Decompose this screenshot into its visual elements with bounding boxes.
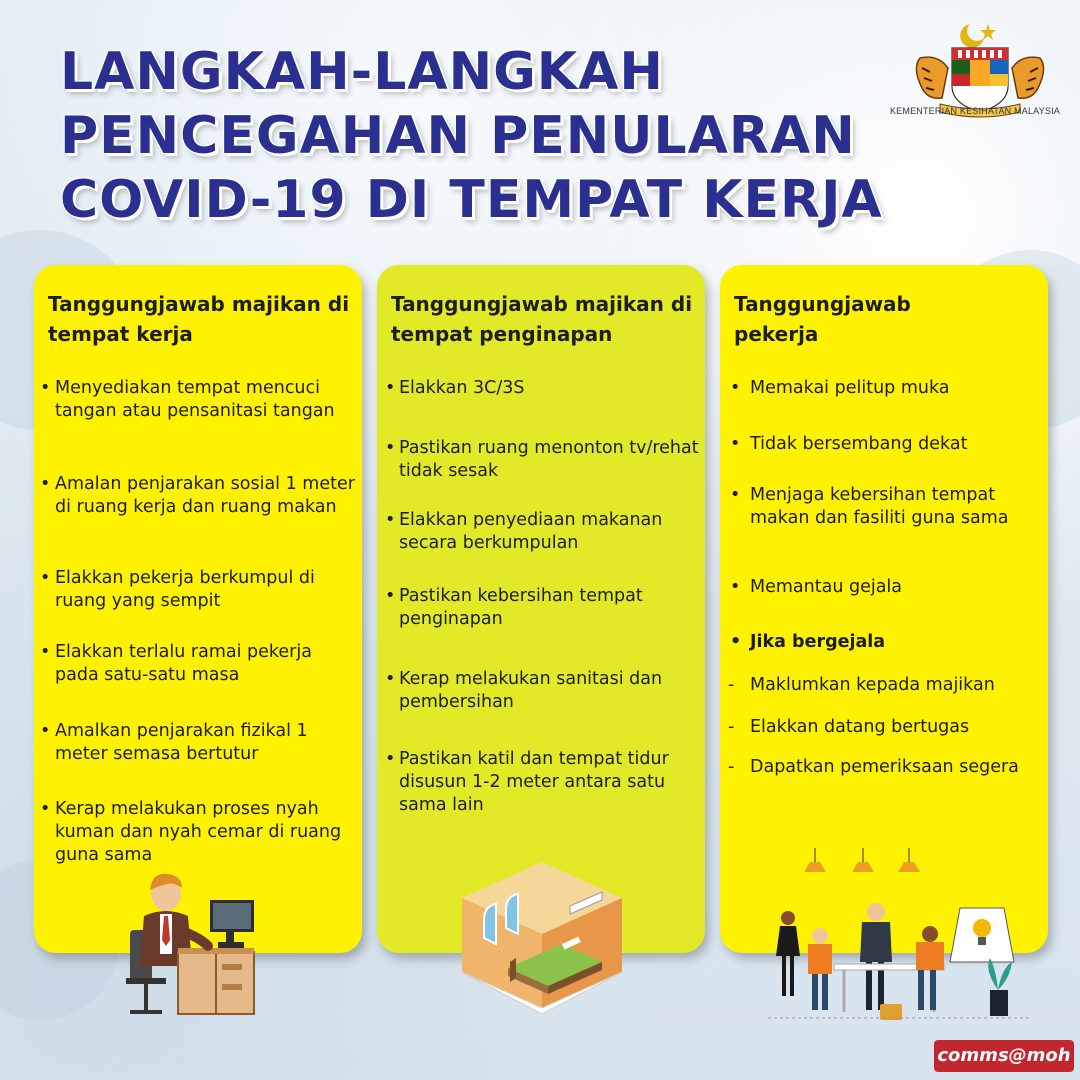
page-title bbox=[60, 40, 883, 232]
list-item: • Menyediakan tempat mencuci tangan atau pensanitasi tangan bbox=[40, 378, 335, 421]
bullet: • bbox=[730, 632, 742, 652]
list-item: • Kerap melakukan proses nyah kuman dan nyah cemar di ruang guna sama bbox=[40, 799, 342, 865]
list-item: • Memantau gejala bbox=[730, 577, 903, 597]
list-item: • Amalan penjarakan sosial 1 meter di ruang kerja dan ruang makan bbox=[40, 474, 355, 517]
bullet: • bbox=[385, 510, 396, 530]
list-item: • Amalkan penjarakan fizikal 1 meter semasa bertutur bbox=[40, 721, 308, 764]
list-item: • Pastikan katil dan tempat tidur disusun 1-2 meter antara satu sama lain bbox=[385, 749, 669, 815]
bullet: • bbox=[385, 669, 396, 689]
bullet: • bbox=[385, 378, 396, 398]
list-item: • Elakkan penyediaan makanan secara berkumpulan bbox=[385, 510, 663, 553]
comms-moh-badge: comms@moh bbox=[934, 1040, 1074, 1072]
bullet: • bbox=[730, 577, 741, 597]
bullet: • bbox=[40, 474, 51, 494]
bullet: • bbox=[385, 438, 396, 458]
card-employer-accommodation bbox=[377, 265, 705, 953]
title-line: LANGKAH-LANGKAH bbox=[60, 42, 664, 102]
list-item: - Maklumkan kepada majikan bbox=[728, 675, 995, 695]
bullet: • bbox=[40, 378, 51, 398]
list-item: • Kerap melakukan sanitasi dan pembersihan bbox=[385, 669, 663, 712]
bullet: • bbox=[730, 434, 741, 454]
subheading: • Jika bergejala bbox=[730, 632, 886, 652]
bedroom-icon bbox=[452, 858, 632, 1018]
bullet: • bbox=[730, 378, 741, 398]
title-line: PENCEGAHAN PENULARAN bbox=[60, 106, 856, 166]
ministry-caption: KEMENTERIAN KESIHATAN MALAYSIA bbox=[889, 106, 1061, 116]
card-heading: Tanggungjawab pekerja bbox=[734, 292, 911, 346]
team-meeting-icon bbox=[768, 848, 1030, 1026]
list-item: • Tidak bersembang dekat bbox=[730, 434, 968, 454]
list-item: • Elakkan terlalu ramai pekerja pada satu-satu masa bbox=[40, 642, 312, 685]
list-item: • Pastikan kebersihan tempat penginapan bbox=[385, 586, 643, 629]
card-employer-workplace bbox=[34, 265, 362, 953]
dash: - bbox=[728, 675, 735, 695]
list-item: • Elakkan 3C/3S bbox=[385, 378, 525, 398]
card-heading: Tanggungjawab majikan di tempat penginapan bbox=[391, 292, 693, 346]
bullet: • bbox=[385, 749, 396, 769]
list-item: • Pastikan ruang menonton tv/rehat tidak sesak bbox=[385, 438, 699, 481]
bullet: • bbox=[730, 485, 741, 505]
dash: - bbox=[728, 717, 735, 737]
bullet: • bbox=[385, 586, 396, 606]
bullet: • bbox=[40, 642, 51, 662]
bullet: • bbox=[40, 721, 51, 741]
card-heading: Tanggungjawab majikan di tempat kerja bbox=[48, 292, 350, 346]
list-item: - Dapatkan pemeriksaan segera bbox=[728, 757, 1019, 777]
dash: - bbox=[728, 757, 735, 777]
title-line: COVID-19 DI TEMPAT KERJA bbox=[60, 170, 883, 230]
list-item: • Memakai pelitup muka bbox=[730, 378, 950, 398]
office-worker-at-desk-icon bbox=[118, 870, 258, 1020]
list-item: • Menjaga kebersihan tempat makan dan fasiliti guna sama bbox=[730, 485, 1009, 528]
list-item: - Elakkan datang bertugas bbox=[728, 717, 970, 737]
bullet: • bbox=[40, 799, 51, 819]
list-item: • Elakkan pekerja berkumpul di ruang yang sempit bbox=[40, 568, 315, 611]
bullet: • bbox=[40, 568, 51, 588]
